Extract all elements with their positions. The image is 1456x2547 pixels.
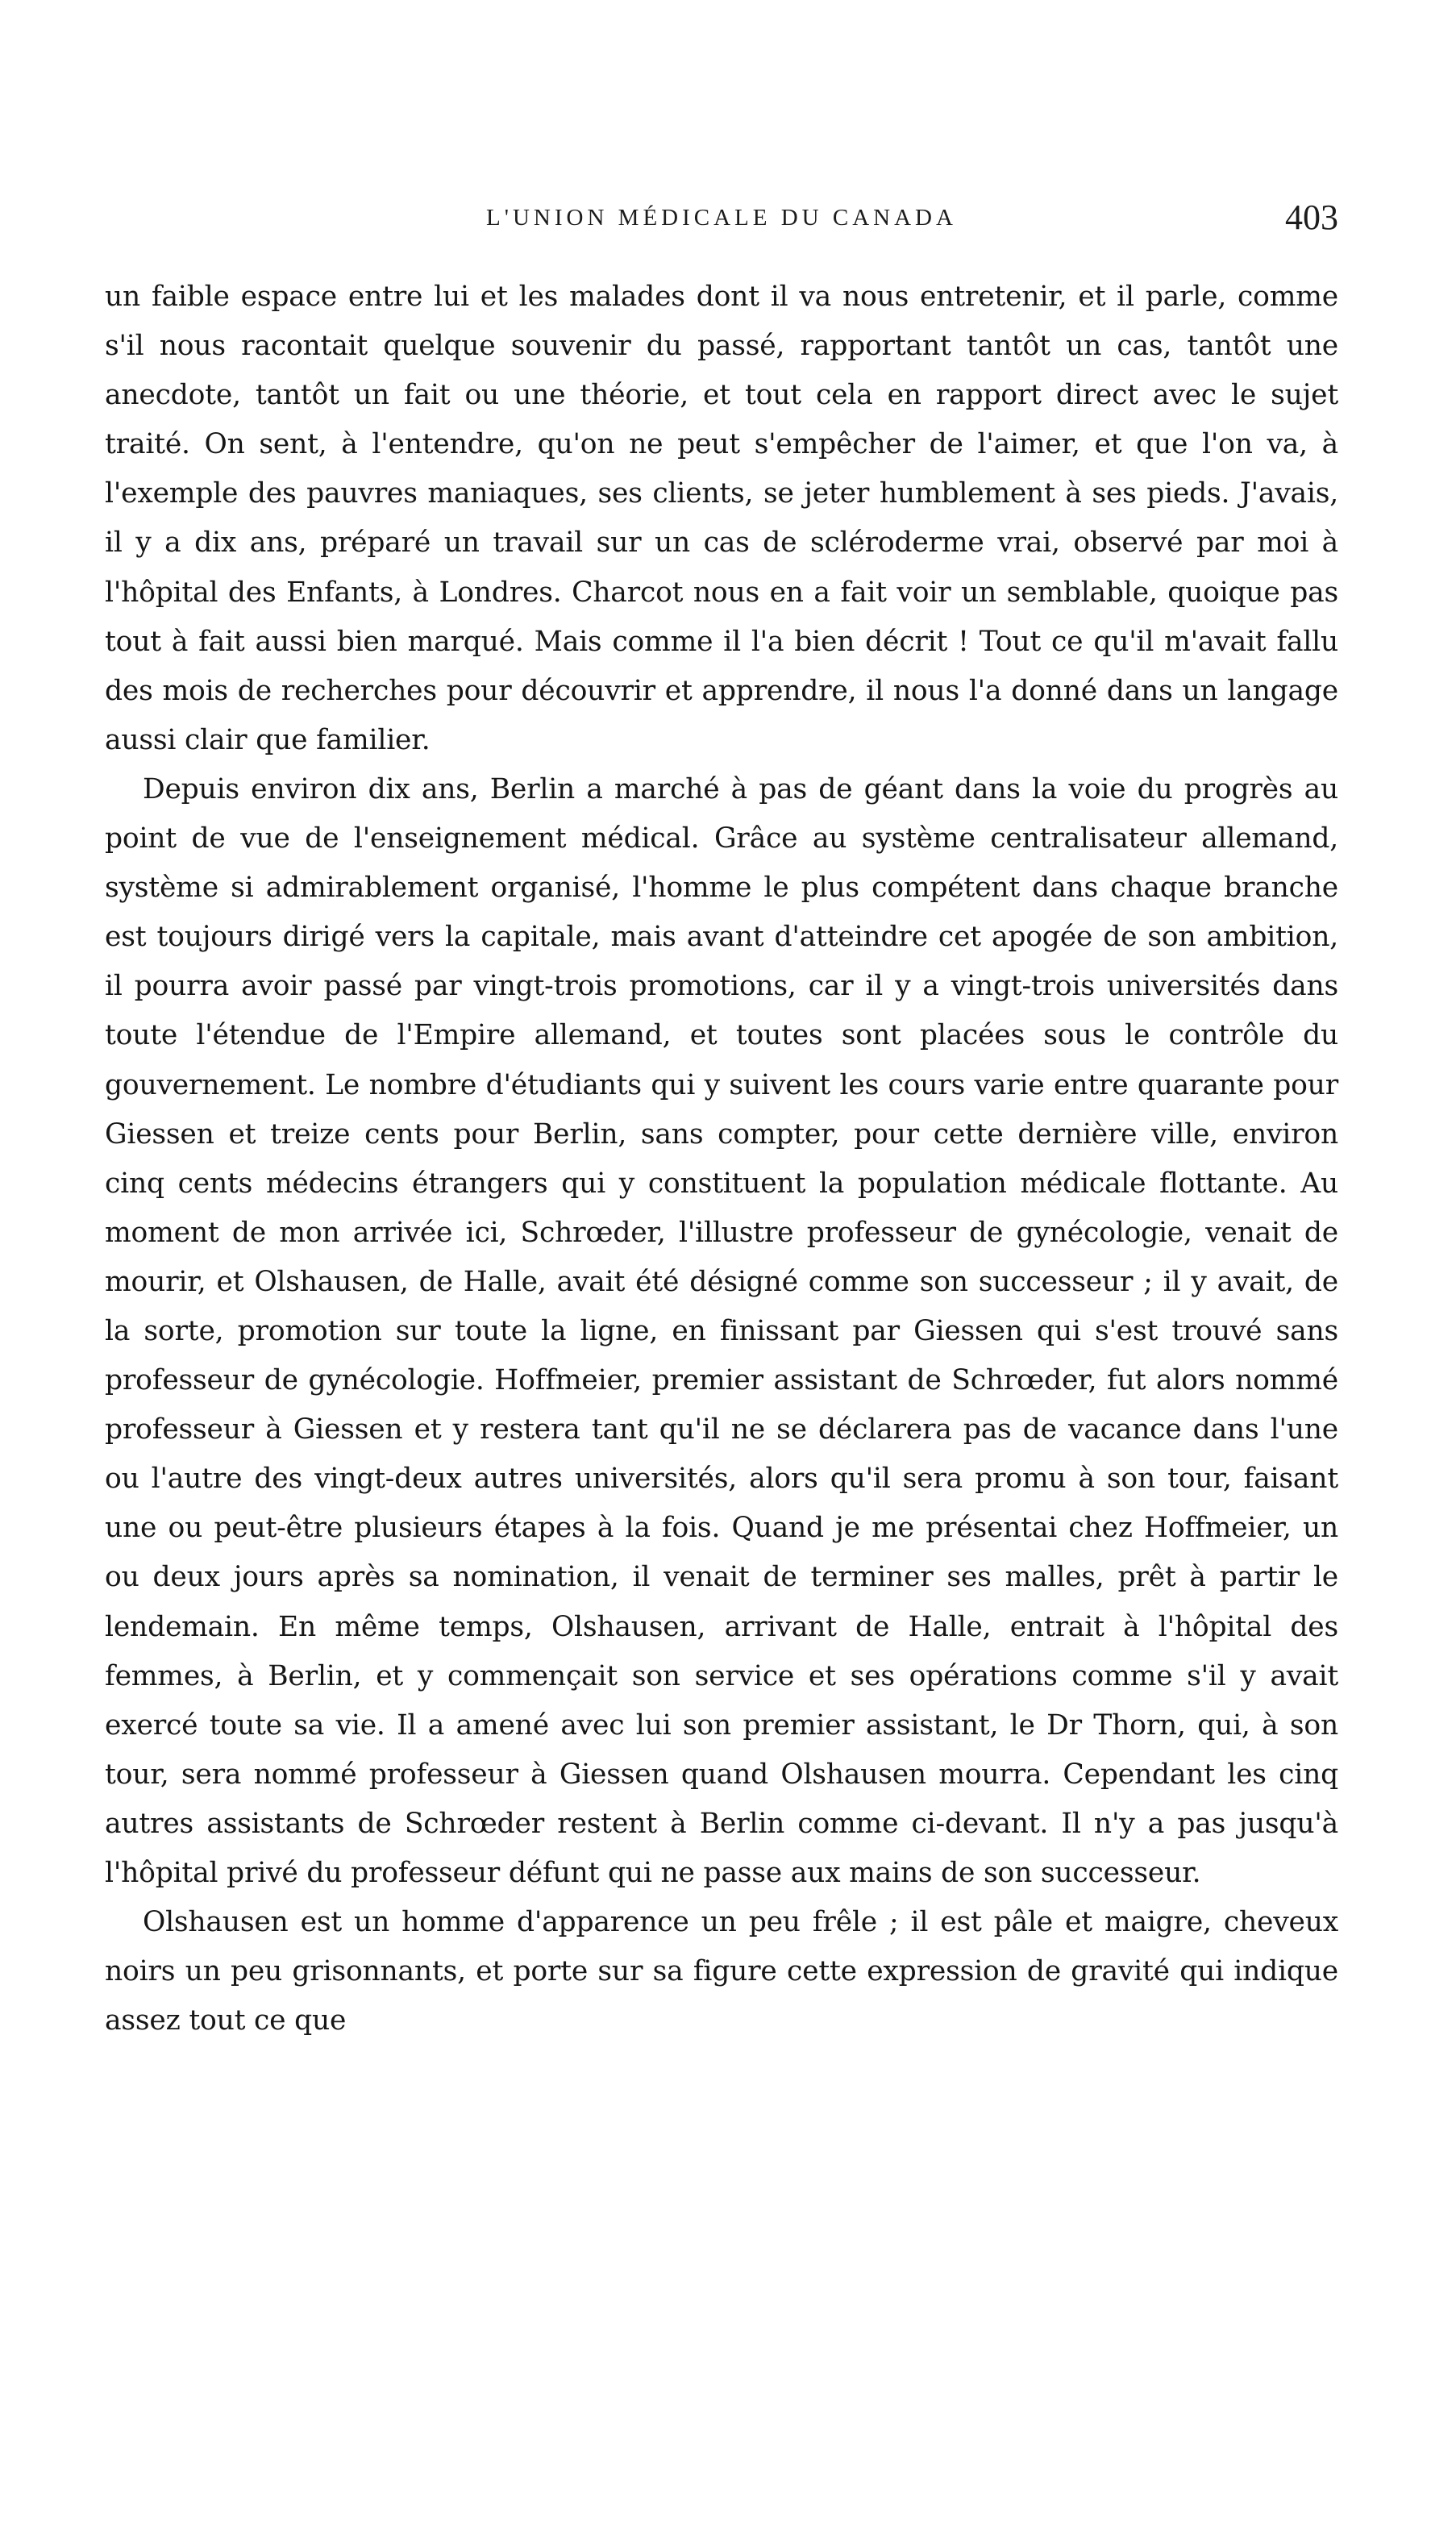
- paragraph-continuation: un faible espace entre lui et les malades dont il va nous entretenir, et il parle, comme s'il nous racontait quelque souvenir du passé, rapportant tantôt un cas, tantôt une anecdote, tantôt un fait ou une théorie, et tout cela en rapport direct avec le sujet traité. On sent, à l'entendre, qu'on ne peut s'empêcher de l'aimer, et que l'on va, à l'exemple des pauvres maniaques, ses clients, se jeter humblement à ses pieds. J'avais, il y a dix ans, préparé un travail sur un cas de scléroderme vrai, observé par moi à l'hôpital des Enfants, à Londres. Charcot nous en a fait voir un semblable, quoique pas tout à fait aussi bien marqué. Mais comme il l'a bien décrit ! Tout ce qu'il m'avait fallu des mois de recherches pour découvrir et apprendre, il nous l'a donné dans un langage aussi clair que familier.: [105, 281, 1338, 756]
- paragraph-olshausen: Olshausen est un homme d'apparence un peu frêle ; il est pâle et maigre, cheveux noirs un peu grisonnants, et porte sur sa figure cette expression de gravité qui indique assez tout ce que: [105, 1906, 1338, 2037]
- running-header: [105, 194, 1338, 242]
- running-title: L'UNION MÉDICALE DU CANADA: [486, 205, 957, 231]
- page-number: 403: [1285, 198, 1338, 237]
- body-text: [105, 273, 1338, 2046]
- paragraph-berlin: Depuis environ dix ans, Berlin a marché à pas de géant dans la voie du progrès au point de vue de l'enseignement médical. Grâce au système centralisateur allemand, système si admirablement organisé, l'homme le plus compétent dans chaque branche est toujours dirigé vers la capitale, mais avant d'atteindre cet apogée de son ambition, il pourra avoir passé par vingt-trois promotions, car il y a vingt-trois universités dans toute l'étendue de l'Empire allemand, et toutes sont placées sous le contrôle du gouvernement. Le nombre d'étudiants qui y suivent les cours varie entre quarante pour Giessen et treize cents pour Berlin, sans compter, pour cette dernière ville, environ cinq cents médecins étrangers qui y constituent la population médicale flottante. Au moment de mon arrivée ici, Schrœder, l'illustre professeur de gynécologie, venait de mourir, et Olshausen, de Halle, avait été désigné comme son successeur ; il y avait, de la sorte, promotion sur toute la ligne, en finissant par Giessen qui s'est trouvé sans professeur de gynécologie. Hoffmeier, premier assistant de Schrœder, fut alors nommé professeur à Giessen et y restera tant qu'il ne se déclarera pas de vacance dans l'une ou l'autre des vingt-deux autres universités, alors qu'il sera promu à son tour, faisant une ou peut-être plusieurs étapes à la fois. Quand je me présentai chez Hoffmeier, un ou deux jours après sa nomination, il venait de terminer ses malles, prêt à partir le lendemain. En même temps, Olshausen, arrivant de Halle, entrait à l'hôpital des femmes, à Berlin, et y commençait son service et ses opérations comme s'il y avait exercé toute sa vie. Il a amené avec lui son premier assistant, le Dr Thorn, qui, à son tour, sera nommé professeur à Giessen quand Olshausen mourra. Cependant les cinq autres assistants de Schrœder restent à Berlin comme ci-devant. Il n'y a pas jusqu'à l'hôpital privé du professeur défunt qui ne passe aux mains de son successeur.: [105, 772, 1338, 1889]
